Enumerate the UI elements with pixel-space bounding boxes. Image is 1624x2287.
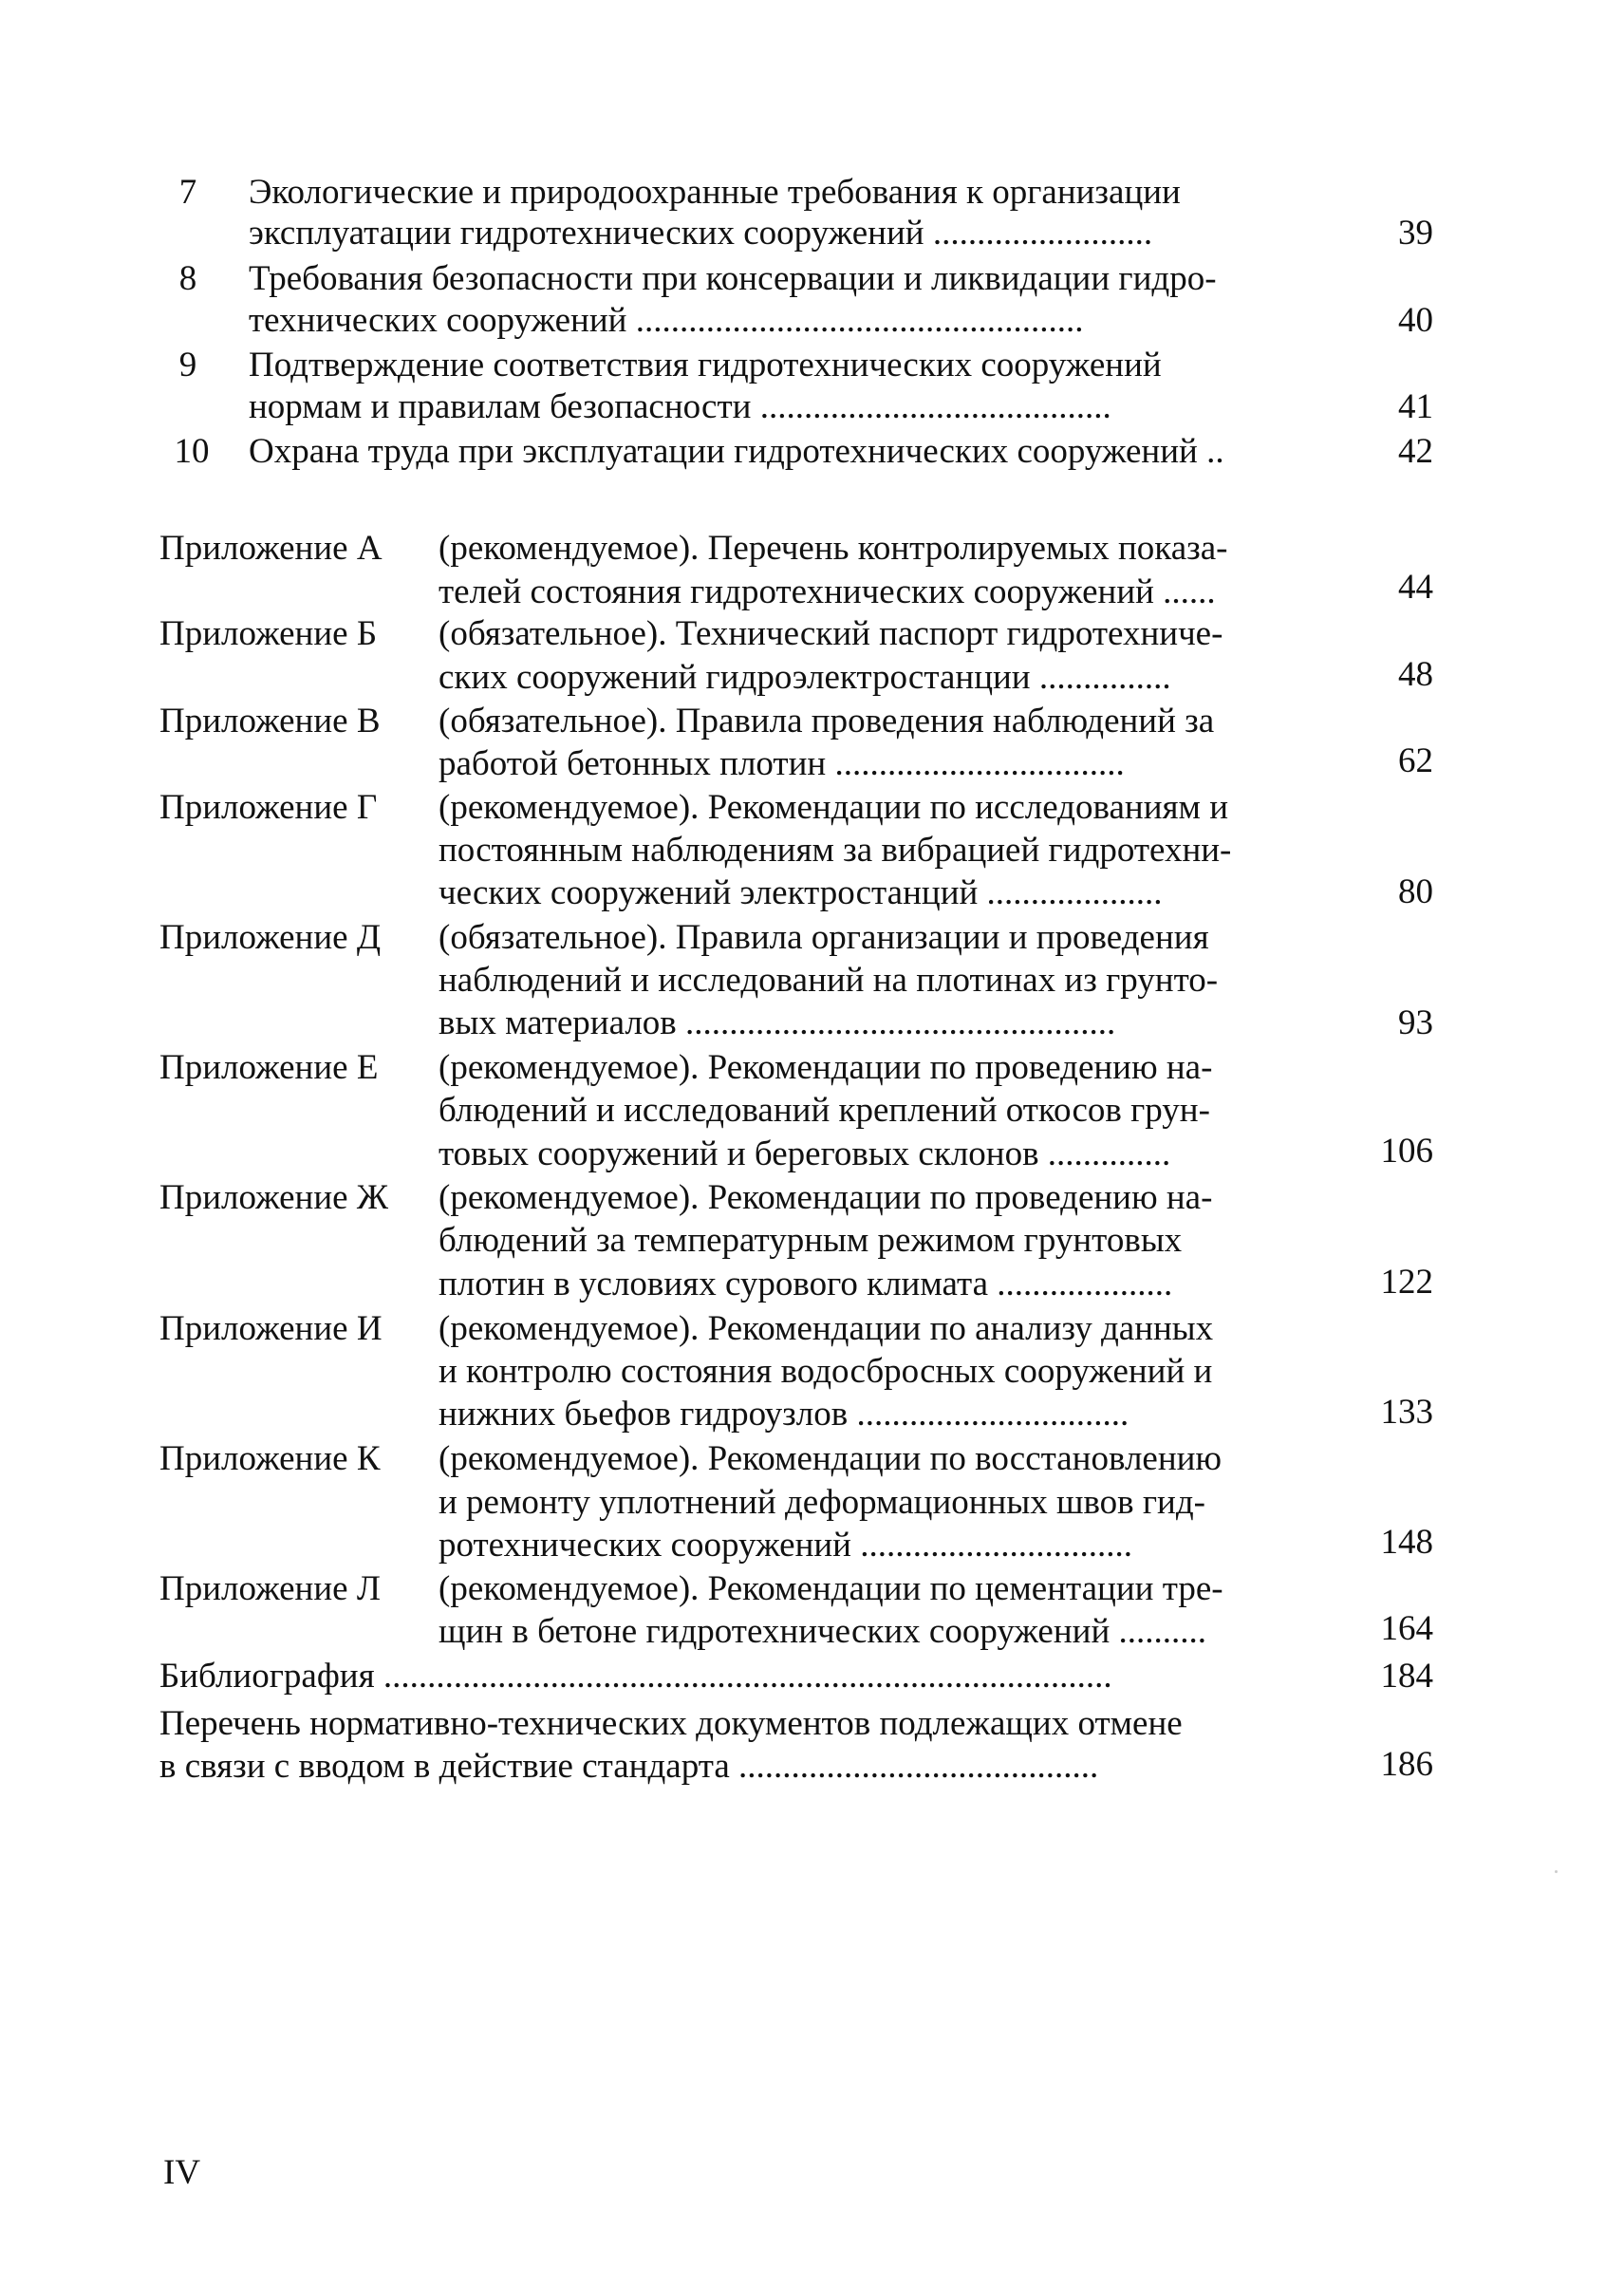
appendix-label: Приложение И <box>159 1309 383 1348</box>
appendix-title-line: товых сооружений и береговых склонов .............. <box>439 1134 1171 1173</box>
bibliography-label: Библиография ................................................................................... <box>159 1657 1112 1696</box>
appendix-title-line: ротехнических сооружений ............................... <box>439 1526 1132 1565</box>
section-title-line: Экологические и природоохранные требования к организации <box>249 173 1181 212</box>
appendix-title-line: блюдений за температурным режимом грунтовых <box>439 1221 1183 1260</box>
appendix-label: Приложение К <box>159 1439 381 1478</box>
page-number: IV <box>163 2153 201 2192</box>
appendix-title-line: (рекомендуемое). Перечень контролируемых показа- <box>439 529 1228 568</box>
section-title-line: Подтверждение соответствия гидротехнических сооружений <box>249 346 1162 384</box>
page-ref: 44 <box>1398 568 1433 607</box>
appendix-title-line: и контролю состояния водосбросных сооружений и <box>439 1352 1213 1391</box>
page-ref: 184 <box>1380 1657 1433 1696</box>
appendix-title-line: (рекомендуемое). Рекомендации по проведению на- <box>439 1048 1213 1087</box>
appendix-title-line: (обязательное). Правила организации и проведения <box>439 918 1209 957</box>
section-number: 9 <box>178 346 197 384</box>
page-ref: 62 <box>1398 741 1433 780</box>
appendix-label: Приложение Ж <box>159 1178 388 1217</box>
appendix-label: Приложение Б <box>159 614 378 653</box>
page-ref: 39 <box>1398 214 1433 253</box>
appendix-label: Приложение Л <box>159 1569 381 1608</box>
appendix-title-line: вых материалов ................................................. <box>439 1003 1116 1042</box>
annulled-title-line: Перечень нормативно-технических документов подлежащих отмене <box>159 1704 1183 1743</box>
section-number: 10 <box>174 432 210 471</box>
section-title-line: Требования безопасности при консервации и ликвидации гидро- <box>249 259 1217 298</box>
appendix-title-line: ческих сооружений электростанций .................... <box>439 873 1163 912</box>
appendix-title-line: работой бетонных плотин ................................. <box>439 744 1125 783</box>
appendix-title-line: (рекомендуемое). Рекомендации по восстановлению <box>439 1439 1223 1478</box>
section-title-line: эксплуатации гидротехнических сооружений ......................... <box>249 214 1153 253</box>
appendix-title-line: щин в бетоне гидротехнических сооружений .......... <box>439 1612 1206 1651</box>
scan-speck <box>1555 1870 1558 1873</box>
page-ref: 133 <box>1380 1393 1433 1432</box>
appendix-title-line: плотин в условиях сурового климата .................... <box>439 1265 1173 1303</box>
section-title-line: нормам и правилам безопасности ........................................ <box>249 387 1111 426</box>
appendix-title-line: (обязательное). Правила проведения наблюдений за <box>439 702 1215 740</box>
appendix-title-line: (обязательное). Технический паспорт гидротехниче- <box>439 614 1223 653</box>
page-ref: 106 <box>1380 1132 1433 1171</box>
appendix-title-line: (рекомендуемое). Рекомендации по анализу данных <box>439 1309 1214 1348</box>
page-ref: 93 <box>1398 1003 1433 1042</box>
appendix-title-line: (рекомендуемое). Рекомендации по проведению на- <box>439 1178 1213 1217</box>
appendix-label: Приложение Д <box>159 918 382 957</box>
page-ref: 186 <box>1380 1745 1433 1784</box>
appendix-title-line: нижних бьефов гидроузлов ............................... <box>439 1395 1129 1434</box>
section-number: 8 <box>178 259 197 298</box>
appendix-title-line: постоянным наблюдениям за вибрацией гидротехни- <box>439 831 1232 870</box>
appendix-label: Приложение А <box>159 529 383 568</box>
page-ref: 41 <box>1398 387 1433 426</box>
page-ref: 42 <box>1398 432 1433 471</box>
appendix-title-line: ских сооружений гидроэлектростанции ............... <box>439 658 1171 697</box>
annulled-title-line: в связи с вводом в действие стандарта ......................................... <box>159 1747 1099 1786</box>
appendix-title-line: наблюдений и исследований на плотинах из грунто- <box>439 961 1219 1000</box>
page-ref: 48 <box>1398 655 1433 694</box>
section-number: 7 <box>178 173 197 212</box>
appendix-title-line: блюдений и исследований креплений откосов грун- <box>439 1091 1210 1130</box>
appendix-label: Приложение Е <box>159 1048 379 1087</box>
page-ref: 148 <box>1380 1523 1433 1562</box>
appendix-title-line: телей состояния гидротехнических сооружений ...... <box>439 572 1216 611</box>
appendix-label: Приложение В <box>159 702 381 740</box>
page-ref: 122 <box>1380 1263 1433 1302</box>
page-ref: 164 <box>1380 1609 1433 1648</box>
page-ref: 80 <box>1398 872 1433 911</box>
page-ref: 40 <box>1398 301 1433 340</box>
appendix-title-line: (рекомендуемое). Рекомендации по цементации тре- <box>439 1569 1223 1608</box>
appendix-label: Приложение Г <box>159 788 378 827</box>
appendix-title-line: и ремонту уплотнений деформационных швов гид- <box>439 1483 1206 1522</box>
appendix-title-line: (рекомендуемое). Рекомендации по исследованиям и <box>439 788 1228 827</box>
section-title-line: технических сооружений ................................................... <box>249 301 1084 340</box>
section-title-line: Охрана труда при эксплуатации гидротехнических сооружений .. <box>249 432 1224 471</box>
